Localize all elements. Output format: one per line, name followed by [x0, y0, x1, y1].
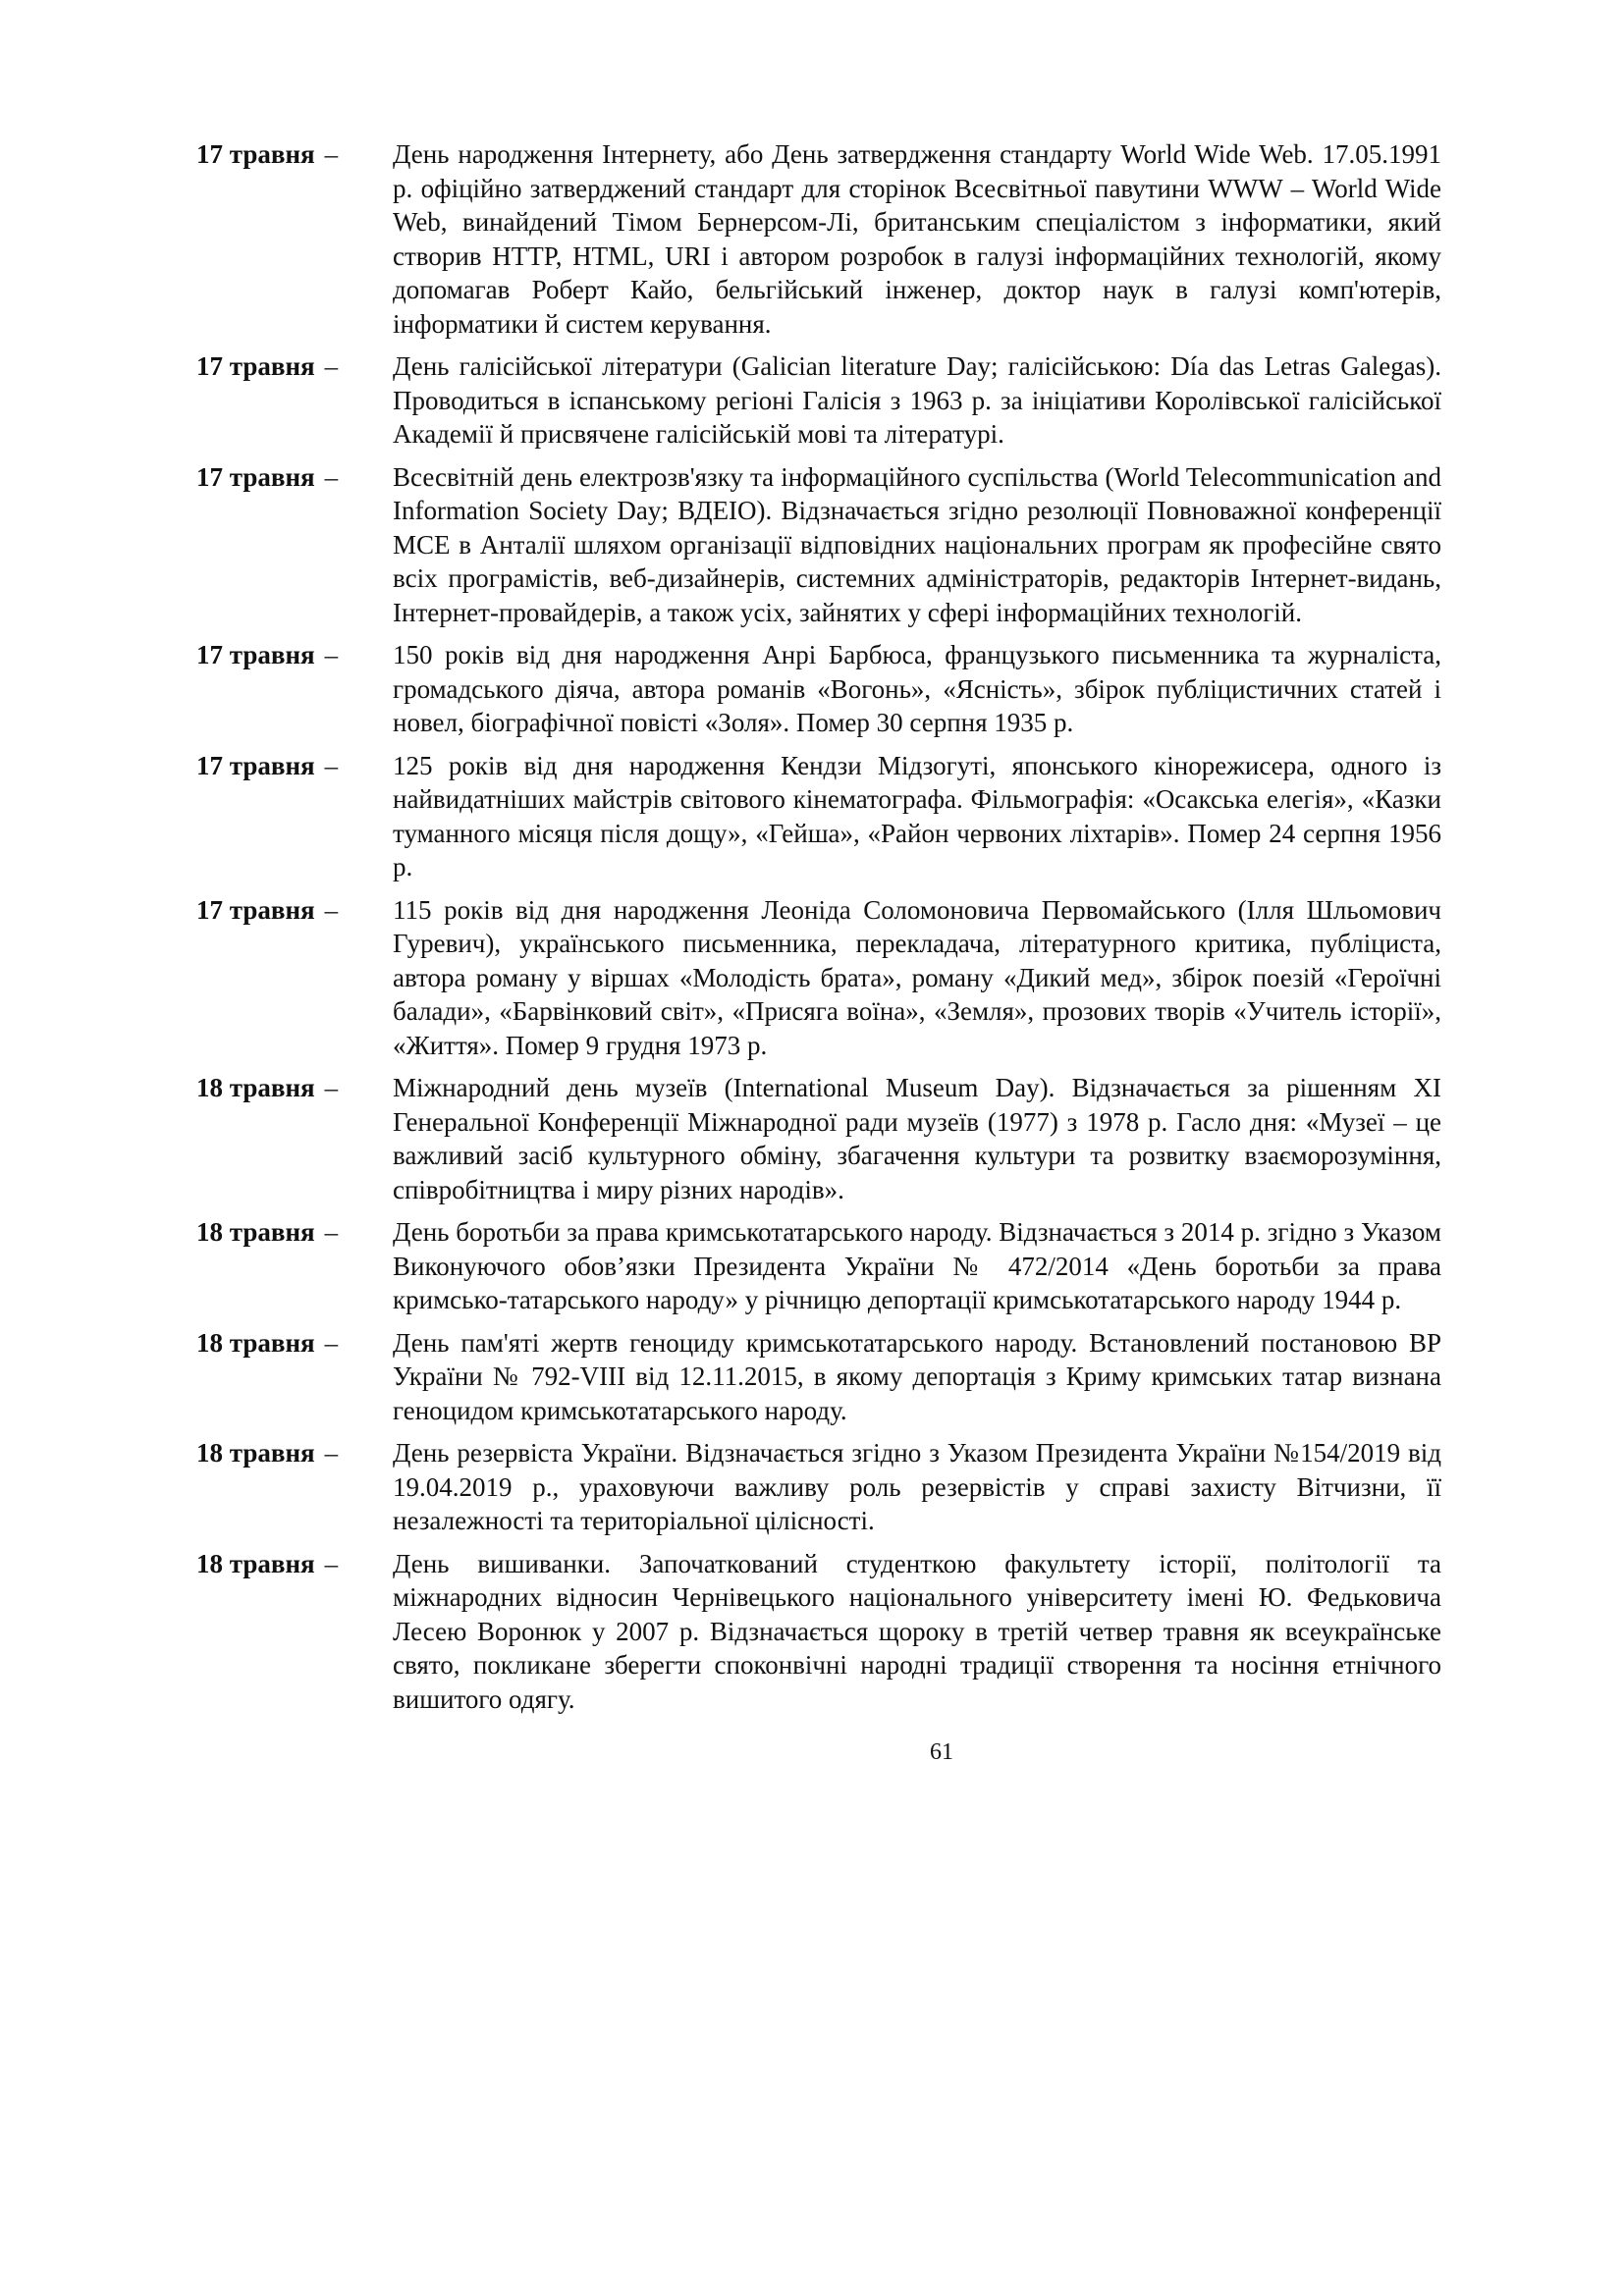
calendar-entry — [196, 749, 1441, 884]
entry-text: День резервіста України. Відзначається згідно з Указом Президента України №154/2019 від 19.04.2019 р., ураховуючи важливу роль резервістів у справі захисту Вітчизни, її незалежності та територіальної цілісності. — [393, 1438, 1441, 1535]
calendar-entries — [196, 137, 1441, 1716]
entry-label — [196, 460, 381, 495]
entry-label — [196, 638, 381, 672]
entry-text: День галісійської літератури (Galician literature Day; галісійською: Día das Letras Galegas). Проводиться в іспанському регіоні Галісія з 1963 р. за ініціативи Королівської галісійської Академії й присвячене галісійській мові та літературі. — [393, 351, 1441, 449]
entry-dash: – — [324, 351, 339, 381]
entry-label — [196, 137, 381, 172]
entry-label — [196, 1326, 381, 1361]
calendar-entry — [196, 460, 1441, 630]
calendar-entry — [196, 1547, 1441, 1717]
calendar-entry — [196, 893, 1441, 1063]
entry-label — [196, 893, 381, 928]
entry-date: 17 травня — [196, 461, 315, 492]
entry-date: 17 травня — [196, 894, 315, 925]
calendar-entry — [196, 638, 1441, 740]
entry-date: 17 травня — [196, 351, 315, 381]
entry-dash: – — [324, 1073, 339, 1102]
entry-text: Міжнародний день музеїв (International Museum Day). Відзначається за рішенням XI Генеральної Конференції Міжнародної ради музеїв (1977) з 1978 р. Гасло дня: «Музеї – це важливий засіб культурного обміну, збагачення культури та розвитку взаєморозуміння, співробітництва і миру різних народів». — [393, 1073, 1441, 1204]
entry-dash: – — [324, 1327, 339, 1358]
entry-label — [196, 1436, 381, 1470]
entry-dash: – — [324, 1548, 339, 1578]
entry-dash: – — [324, 139, 339, 169]
entry-dash: – — [324, 1217, 339, 1247]
calendar-entry — [196, 1071, 1441, 1206]
entry-date: 17 травня — [196, 640, 315, 669]
entry-date: 18 травня — [196, 1327, 315, 1358]
entry-label — [196, 1215, 381, 1250]
entry-dash: – — [324, 750, 339, 780]
calendar-entry — [196, 1326, 1441, 1428]
entry-text: 150 років від дня народження Анрі Барбюса, французького письменника та журналіста, громадського діяча, автора романів «Вогонь», «Ясність», збірок публіцистичних статей і новел, біографічної повісті «Золя». Помер 30 серпня 1935 р. — [393, 640, 1441, 737]
calendar-entry — [196, 137, 1441, 341]
entry-dash: – — [324, 640, 339, 669]
entry-date: 17 травня — [196, 750, 315, 780]
entry-date: 18 травня — [196, 1217, 315, 1247]
entry-date: 18 травня — [196, 1548, 315, 1578]
entry-label — [196, 1071, 381, 1105]
entry-label — [196, 1547, 381, 1581]
calendar-entry — [196, 1436, 1441, 1538]
entry-text: 115 років від дня народження Леоніда Соломоновича Первомайського (Ілля Шльомович Гуревич), українського письменника, перекладача, літературного критика, публіциста, автора роману у віршах «Молодість брата», роману «Дикий мед», збірок поезій «Героїчні балади», «Барвінковий світ», «Присяга воїна», «Земля», прозових творів «Учитель історії», «Життя». Помер 9 грудня 1973 р. — [393, 894, 1441, 1060]
document-page — [196, 137, 1441, 1767]
entry-date: 17 травня — [196, 139, 315, 169]
entry-text: День пам'яті жертв геноциду кримськотатарського народу. Встановлений постановою ВР України № 792-VIII від 12.11.2015, в якому депортація з Криму кримських татар визнана геноцидом кримськотатарського народу. — [393, 1327, 1441, 1425]
entry-dash: – — [324, 461, 339, 492]
entry-text: День боротьби за права кримськотатарського народу. Відзначається з 2014 р. згідно з Указом Виконуючого обов’язки Президента України № 472/2014 «День боротьби за права кримсько-татарського народу» у річницю депортації кримськотатарського народу 1944 р. — [393, 1217, 1441, 1314]
entry-text: 125 років від дня народження Кендзи Мідзогуті, японського кінорежисера, одного із найвидатніших майстрів світового кінематографа. Фільмографія: «Осакська елегія», «Казки туманного місяця після дощу», «Гейша», «Район червоних ліхтарів». Помер 24 серпня 1956 р. — [393, 750, 1441, 881]
entry-date: 18 травня — [196, 1438, 315, 1468]
entry-date: 18 травня — [196, 1073, 315, 1102]
entry-text: День народження Інтернету, або День затвердження стандарту World Wide Web. 17.05.1991 р. офіційно затверджений стандарт для сторінок Всесвітньої павутини WWW – World Wide Web, винайдений Тімом Бернерсом-Лі, британським спеціалістом з інформатики, який створив HTTP, HTML, URI і автором розробок в галузі інформаційних технологій, якому допомагав Роберт Кайо, бельгійський інженер, доктор наук в галузі комп'ютерів, інформатики й систем керування. — [393, 139, 1441, 339]
entry-label — [196, 749, 381, 783]
entry-dash: – — [324, 1438, 339, 1468]
calendar-entry — [196, 1215, 1441, 1317]
page-number: 61 — [930, 1739, 953, 1765]
entry-label — [196, 349, 381, 384]
entry-dash: – — [324, 894, 339, 925]
entry-text: День вишиванки. Започаткований студенткою факультету історії, політології та міжнародних відносин Чернівецького національного університету імені Ю. Федьковича Лесею Воронюк у 2007 р. Відзначається щороку в третій четвер травня як всеукраїнське свято, покликане зберегти споконвічні народні традиції створення та носіння етнічного вишитого одягу. — [393, 1548, 1441, 1714]
entry-text: Всесвітній день електрозв'язку та інформаційного суспільства (World Telecommunication and Information Society Day; ВДЕІО). Відзначається згідно резолюції Повноважної конференції МСЕ в Анталії шляхом організації відповідних національних програм як професійне свято всіх програмістів, веб-дизайнерів, системних адміністраторів, редакторів Інтернет-видань, Інтернет-провайдерів, а також усіх, зайнятих у сфері інформаційних технологій. — [393, 461, 1441, 627]
calendar-entry — [196, 349, 1441, 452]
